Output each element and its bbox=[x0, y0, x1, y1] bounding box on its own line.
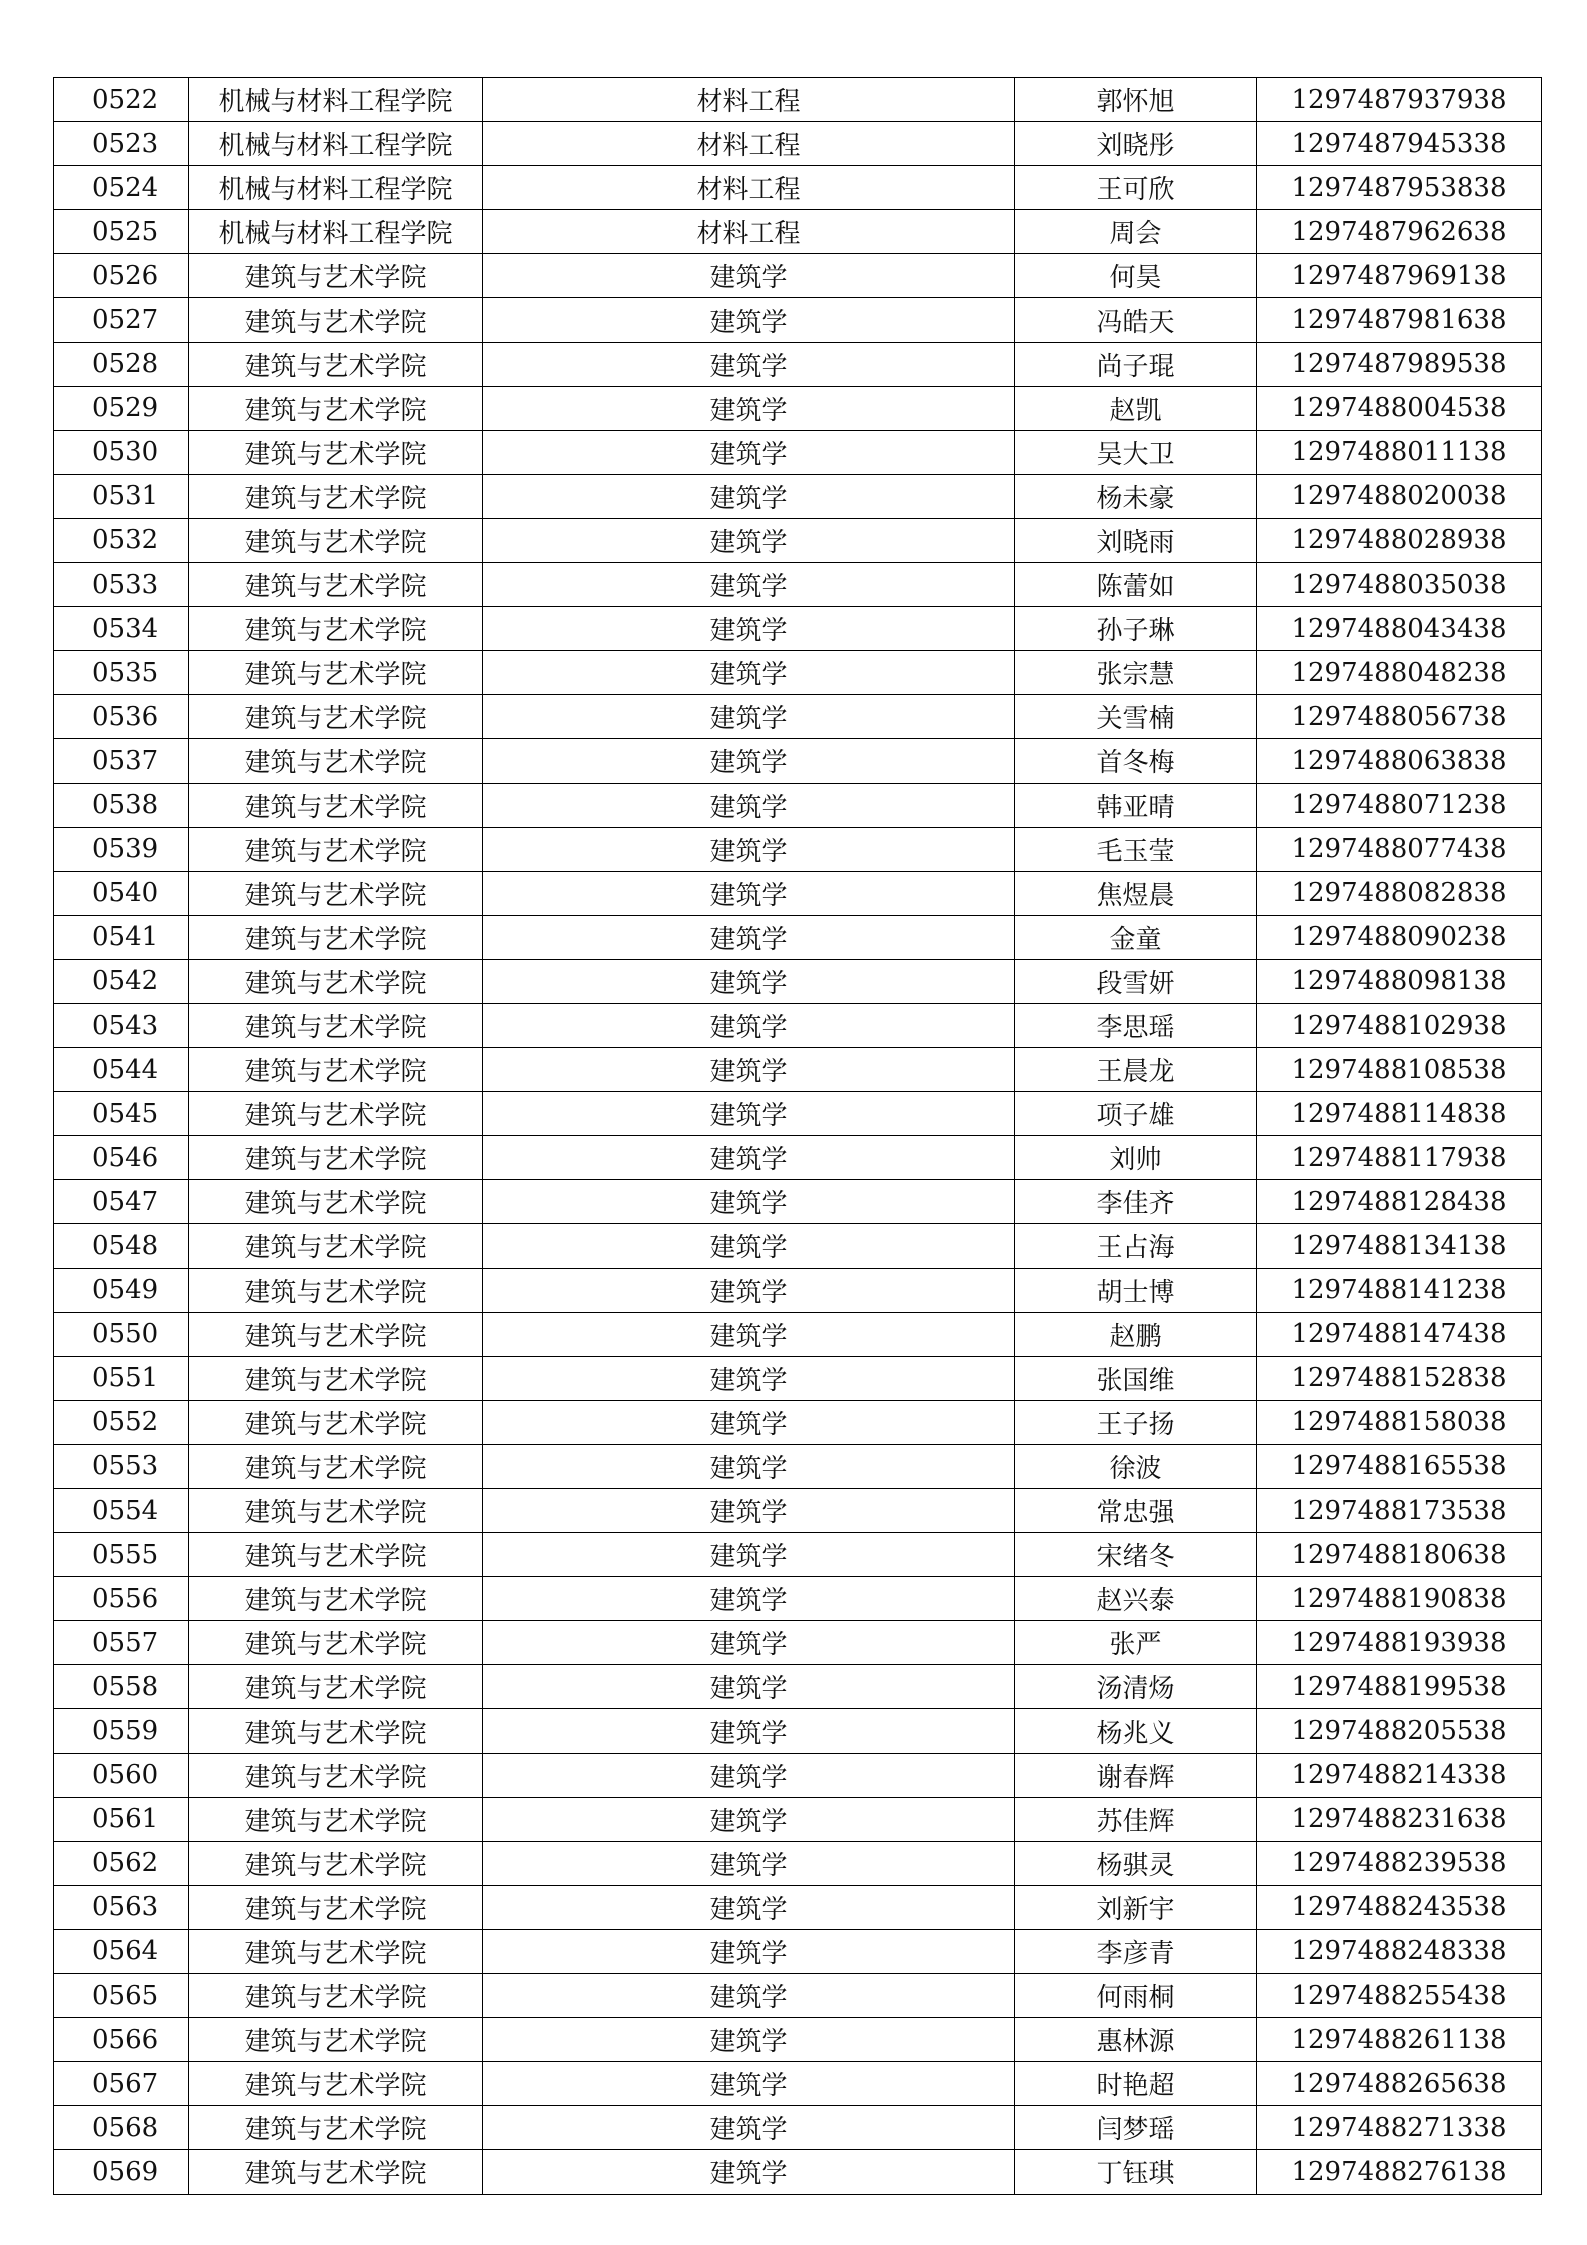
table-row bbox=[54, 122, 1542, 166]
row-number-cell: 0536 bbox=[54, 695, 189, 739]
college-cell: 建筑与艺术学院 bbox=[189, 254, 483, 298]
table-row bbox=[54, 739, 1542, 783]
table-row bbox=[54, 298, 1542, 342]
student-name-cell: 吴大卫 bbox=[1015, 430, 1257, 474]
student-name-cell: 关雪楠 bbox=[1015, 695, 1257, 739]
student-name-cell: 张宗慧 bbox=[1015, 651, 1257, 695]
major-cell: 建筑学 bbox=[483, 1092, 1015, 1136]
major-cell: 建筑学 bbox=[483, 1974, 1015, 2018]
row-number-cell: 0568 bbox=[54, 2106, 189, 2150]
registration-code-cell: 1297488048238 bbox=[1257, 651, 1542, 695]
row-number-cell: 0566 bbox=[54, 2018, 189, 2062]
college-cell: 建筑与艺术学院 bbox=[189, 1003, 483, 1047]
table-row bbox=[54, 342, 1542, 386]
row-number-cell: 0526 bbox=[54, 254, 189, 298]
student-name-cell: 刘新宇 bbox=[1015, 1885, 1257, 1929]
college-cell: 建筑与艺术学院 bbox=[189, 1929, 483, 1973]
major-cell: 建筑学 bbox=[483, 871, 1015, 915]
college-cell: 建筑与艺术学院 bbox=[189, 2106, 483, 2150]
registration-code-cell: 1297488028938 bbox=[1257, 518, 1542, 562]
college-cell: 建筑与艺术学院 bbox=[189, 1356, 483, 1400]
major-cell: 建筑学 bbox=[483, 1929, 1015, 1973]
college-cell: 建筑与艺术学院 bbox=[189, 563, 483, 607]
table-row bbox=[54, 827, 1542, 871]
major-cell: 建筑学 bbox=[483, 1444, 1015, 1488]
major-cell: 建筑学 bbox=[483, 254, 1015, 298]
table-row bbox=[54, 2106, 1542, 2150]
major-cell: 建筑学 bbox=[483, 827, 1015, 871]
table-row bbox=[54, 871, 1542, 915]
college-cell: 机械与材料工程学院 bbox=[189, 166, 483, 210]
student-name-cell: 冯皓天 bbox=[1015, 298, 1257, 342]
row-number-cell: 0564 bbox=[54, 1929, 189, 1973]
major-cell: 建筑学 bbox=[483, 430, 1015, 474]
registration-code-cell: 1297488090238 bbox=[1257, 915, 1542, 959]
major-cell: 建筑学 bbox=[483, 2018, 1015, 2062]
table-row bbox=[54, 2150, 1542, 2194]
row-number-cell: 0523 bbox=[54, 122, 189, 166]
registration-code-cell: 1297488180638 bbox=[1257, 1533, 1542, 1577]
major-cell: 建筑学 bbox=[483, 298, 1015, 342]
registration-code-cell: 1297488102938 bbox=[1257, 1003, 1542, 1047]
college-cell: 建筑与艺术学院 bbox=[189, 386, 483, 430]
registration-code-cell: 1297488071238 bbox=[1257, 783, 1542, 827]
college-cell: 建筑与艺术学院 bbox=[189, 2062, 483, 2106]
college-cell: 建筑与艺术学院 bbox=[189, 2150, 483, 2194]
table-row bbox=[54, 1092, 1542, 1136]
row-number-cell: 0535 bbox=[54, 651, 189, 695]
table-row bbox=[54, 651, 1542, 695]
major-cell: 建筑学 bbox=[483, 607, 1015, 651]
major-cell: 建筑学 bbox=[483, 342, 1015, 386]
student-name-cell: 李佳齐 bbox=[1015, 1180, 1257, 1224]
college-cell: 建筑与艺术学院 bbox=[189, 430, 483, 474]
student-name-cell: 周会 bbox=[1015, 210, 1257, 254]
major-cell: 建筑学 bbox=[483, 1048, 1015, 1092]
registration-code-cell: 1297488193938 bbox=[1257, 1621, 1542, 1665]
row-number-cell: 0550 bbox=[54, 1312, 189, 1356]
table-row bbox=[54, 1797, 1542, 1841]
student-name-cell: 杨未豪 bbox=[1015, 474, 1257, 518]
registration-code-cell: 1297488173538 bbox=[1257, 1489, 1542, 1533]
college-cell: 建筑与艺术学院 bbox=[189, 915, 483, 959]
college-cell: 建筑与艺术学院 bbox=[189, 1092, 483, 1136]
student-name-cell: 汤清炀 bbox=[1015, 1665, 1257, 1709]
student-name-cell: 常忠强 bbox=[1015, 1489, 1257, 1533]
major-cell: 建筑学 bbox=[483, 1312, 1015, 1356]
college-cell: 建筑与艺术学院 bbox=[189, 1268, 483, 1312]
student-name-cell: 张国维 bbox=[1015, 1356, 1257, 1400]
registration-code-cell: 1297488098138 bbox=[1257, 959, 1542, 1003]
row-number-cell: 0546 bbox=[54, 1136, 189, 1180]
registration-code-cell: 1297488147438 bbox=[1257, 1312, 1542, 1356]
student-name-cell: 刘晓雨 bbox=[1015, 518, 1257, 562]
row-number-cell: 0528 bbox=[54, 342, 189, 386]
college-cell: 建筑与艺术学院 bbox=[189, 1753, 483, 1797]
row-number-cell: 0533 bbox=[54, 563, 189, 607]
college-cell: 建筑与艺术学院 bbox=[189, 518, 483, 562]
major-cell: 建筑学 bbox=[483, 695, 1015, 739]
table-row bbox=[54, 2062, 1542, 2106]
college-cell: 建筑与艺术学院 bbox=[189, 739, 483, 783]
table-row bbox=[54, 783, 1542, 827]
table-row bbox=[54, 1048, 1542, 1092]
college-cell: 建筑与艺术学院 bbox=[189, 1797, 483, 1841]
student-name-cell: 时艳超 bbox=[1015, 2062, 1257, 2106]
student-name-cell: 郭怀旭 bbox=[1015, 78, 1257, 122]
major-cell: 建筑学 bbox=[483, 1885, 1015, 1929]
college-cell: 建筑与艺术学院 bbox=[189, 607, 483, 651]
table-row bbox=[54, 1489, 1542, 1533]
college-cell: 建筑与艺术学院 bbox=[189, 959, 483, 1003]
college-cell: 建筑与艺术学院 bbox=[189, 1577, 483, 1621]
student-name-cell: 惠林源 bbox=[1015, 2018, 1257, 2062]
major-cell: 建筑学 bbox=[483, 1621, 1015, 1665]
major-cell: 建筑学 bbox=[483, 1841, 1015, 1885]
table-row bbox=[54, 2018, 1542, 2062]
registration-code-cell: 1297488141238 bbox=[1257, 1268, 1542, 1312]
college-cell: 建筑与艺术学院 bbox=[189, 827, 483, 871]
row-number-cell: 0522 bbox=[54, 78, 189, 122]
row-number-cell: 0553 bbox=[54, 1444, 189, 1488]
registration-code-cell: 1297488158038 bbox=[1257, 1400, 1542, 1444]
major-cell: 建筑学 bbox=[483, 474, 1015, 518]
major-cell: 建筑学 bbox=[483, 1268, 1015, 1312]
student-name-cell: 胡士博 bbox=[1015, 1268, 1257, 1312]
college-cell: 建筑与艺术学院 bbox=[189, 1533, 483, 1577]
college-cell: 建筑与艺术学院 bbox=[189, 1665, 483, 1709]
registration-code-cell: 1297487969138 bbox=[1257, 254, 1542, 298]
registration-code-cell: 1297488035038 bbox=[1257, 563, 1542, 607]
major-cell: 建筑学 bbox=[483, 915, 1015, 959]
row-number-cell: 0529 bbox=[54, 386, 189, 430]
table-row bbox=[54, 1268, 1542, 1312]
table-row bbox=[54, 166, 1542, 210]
student-name-cell: 孙子琳 bbox=[1015, 607, 1257, 651]
row-number-cell: 0531 bbox=[54, 474, 189, 518]
table-row bbox=[54, 1356, 1542, 1400]
table-row bbox=[54, 1709, 1542, 1753]
student-name-cell: 张严 bbox=[1015, 1621, 1257, 1665]
table-row bbox=[54, 1929, 1542, 1973]
student-name-cell: 李彦青 bbox=[1015, 1929, 1257, 1973]
row-number-cell: 0543 bbox=[54, 1003, 189, 1047]
registration-code-cell: 1297487962638 bbox=[1257, 210, 1542, 254]
college-cell: 建筑与艺术学院 bbox=[189, 783, 483, 827]
major-cell: 建筑学 bbox=[483, 1797, 1015, 1841]
registration-code-cell: 1297488128438 bbox=[1257, 1180, 1542, 1224]
row-number-cell: 0565 bbox=[54, 1974, 189, 2018]
major-cell: 建筑学 bbox=[483, 1533, 1015, 1577]
registration-code-cell: 1297488011138 bbox=[1257, 430, 1542, 474]
major-cell: 建筑学 bbox=[483, 959, 1015, 1003]
row-number-cell: 0560 bbox=[54, 1753, 189, 1797]
major-cell: 建筑学 bbox=[483, 386, 1015, 430]
college-cell: 机械与材料工程学院 bbox=[189, 210, 483, 254]
table-row bbox=[54, 959, 1542, 1003]
row-number-cell: 0567 bbox=[54, 2062, 189, 2106]
major-cell: 建筑学 bbox=[483, 1709, 1015, 1753]
registration-code-cell: 1297487953838 bbox=[1257, 166, 1542, 210]
registration-code-cell: 1297488004538 bbox=[1257, 386, 1542, 430]
registration-code-cell: 1297488231638 bbox=[1257, 1797, 1542, 1841]
college-cell: 建筑与艺术学院 bbox=[189, 1885, 483, 1929]
student-name-cell: 何昊 bbox=[1015, 254, 1257, 298]
registration-code-cell: 1297488043438 bbox=[1257, 607, 1542, 651]
table-row bbox=[54, 1136, 1542, 1180]
student-name-cell: 杨兆义 bbox=[1015, 1709, 1257, 1753]
major-cell: 建筑学 bbox=[483, 1577, 1015, 1621]
registration-code-cell: 1297488165538 bbox=[1257, 1444, 1542, 1488]
college-cell: 机械与材料工程学院 bbox=[189, 78, 483, 122]
registration-code-cell: 1297488276138 bbox=[1257, 2150, 1542, 2194]
student-name-cell: 杨骐灵 bbox=[1015, 1841, 1257, 1885]
college-cell: 建筑与艺术学院 bbox=[189, 342, 483, 386]
registration-code-cell: 1297488020038 bbox=[1257, 474, 1542, 518]
table-row bbox=[54, 1665, 1542, 1709]
row-number-cell: 0557 bbox=[54, 1621, 189, 1665]
student-name-cell: 焦煜晨 bbox=[1015, 871, 1257, 915]
registration-code-cell: 1297488152838 bbox=[1257, 1356, 1542, 1400]
row-number-cell: 0559 bbox=[54, 1709, 189, 1753]
college-cell: 建筑与艺术学院 bbox=[189, 1048, 483, 1092]
row-number-cell: 0569 bbox=[54, 2150, 189, 2194]
student-name-cell: 刘帅 bbox=[1015, 1136, 1257, 1180]
table-row bbox=[54, 1224, 1542, 1268]
college-cell: 建筑与艺术学院 bbox=[189, 1621, 483, 1665]
major-cell: 材料工程 bbox=[483, 166, 1015, 210]
student-name-cell: 徐波 bbox=[1015, 1444, 1257, 1488]
college-cell: 建筑与艺术学院 bbox=[189, 1489, 483, 1533]
registration-code-cell: 1297488077438 bbox=[1257, 827, 1542, 871]
major-cell: 建筑学 bbox=[483, 1753, 1015, 1797]
college-cell: 建筑与艺术学院 bbox=[189, 1709, 483, 1753]
student-name-cell: 赵凯 bbox=[1015, 386, 1257, 430]
student-name-cell: 何雨桐 bbox=[1015, 1974, 1257, 2018]
row-number-cell: 0552 bbox=[54, 1400, 189, 1444]
major-cell: 建筑学 bbox=[483, 518, 1015, 562]
college-cell: 建筑与艺术学院 bbox=[189, 871, 483, 915]
table-row bbox=[54, 607, 1542, 651]
row-number-cell: 0555 bbox=[54, 1533, 189, 1577]
college-cell: 建筑与艺术学院 bbox=[189, 2018, 483, 2062]
major-cell: 建筑学 bbox=[483, 2150, 1015, 2194]
registration-code-cell: 1297488214338 bbox=[1257, 1753, 1542, 1797]
row-number-cell: 0562 bbox=[54, 1841, 189, 1885]
student-name-cell: 宋绪冬 bbox=[1015, 1533, 1257, 1577]
row-number-cell: 0563 bbox=[54, 1885, 189, 1929]
row-number-cell: 0558 bbox=[54, 1665, 189, 1709]
table-row bbox=[54, 474, 1542, 518]
college-cell: 建筑与艺术学院 bbox=[189, 1180, 483, 1224]
major-cell: 建筑学 bbox=[483, 1489, 1015, 1533]
row-number-cell: 0545 bbox=[54, 1092, 189, 1136]
registration-code-cell: 1297488108538 bbox=[1257, 1048, 1542, 1092]
registration-code-cell: 1297488134138 bbox=[1257, 1224, 1542, 1268]
table-row bbox=[54, 1312, 1542, 1356]
student-name-cell: 苏佳辉 bbox=[1015, 1797, 1257, 1841]
student-name-cell: 段雪妍 bbox=[1015, 959, 1257, 1003]
table-row bbox=[54, 1400, 1542, 1444]
registration-code-cell: 1297488082838 bbox=[1257, 871, 1542, 915]
document-page bbox=[53, 77, 1541, 2195]
registration-code-cell: 1297488205538 bbox=[1257, 1709, 1542, 1753]
row-number-cell: 0547 bbox=[54, 1180, 189, 1224]
registration-code-cell: 1297488255438 bbox=[1257, 1974, 1542, 2018]
major-cell: 建筑学 bbox=[483, 1136, 1015, 1180]
table-row bbox=[54, 563, 1542, 607]
row-number-cell: 0530 bbox=[54, 430, 189, 474]
student-name-cell: 闫梦瑶 bbox=[1015, 2106, 1257, 2150]
student-name-cell: 金童 bbox=[1015, 915, 1257, 959]
college-cell: 建筑与艺术学院 bbox=[189, 1312, 483, 1356]
row-number-cell: 0525 bbox=[54, 210, 189, 254]
college-cell: 建筑与艺术学院 bbox=[189, 298, 483, 342]
table-row bbox=[54, 1003, 1542, 1047]
row-number-cell: 0539 bbox=[54, 827, 189, 871]
major-cell: 建筑学 bbox=[483, 1665, 1015, 1709]
registration-code-cell: 1297487937938 bbox=[1257, 78, 1542, 122]
registration-code-cell: 1297488056738 bbox=[1257, 695, 1542, 739]
table-body bbox=[54, 78, 1542, 2195]
registration-code-cell: 1297488199538 bbox=[1257, 1665, 1542, 1709]
major-cell: 材料工程 bbox=[483, 78, 1015, 122]
table-row bbox=[54, 430, 1542, 474]
registration-code-cell: 1297487989538 bbox=[1257, 342, 1542, 386]
table-row bbox=[54, 1974, 1542, 2018]
student-name-cell: 尚子琨 bbox=[1015, 342, 1257, 386]
student-name-cell: 赵鹏 bbox=[1015, 1312, 1257, 1356]
registration-code-cell: 1297487981638 bbox=[1257, 298, 1542, 342]
student-name-cell: 毛玉莹 bbox=[1015, 827, 1257, 871]
college-cell: 建筑与艺术学院 bbox=[189, 1400, 483, 1444]
registration-code-cell: 1297488239538 bbox=[1257, 1841, 1542, 1885]
college-cell: 建筑与艺术学院 bbox=[189, 1841, 483, 1885]
row-number-cell: 0561 bbox=[54, 1797, 189, 1841]
table-row bbox=[54, 1533, 1542, 1577]
student-name-cell: 项子雄 bbox=[1015, 1092, 1257, 1136]
major-cell: 建筑学 bbox=[483, 1356, 1015, 1400]
registration-code-cell: 1297488063838 bbox=[1257, 739, 1542, 783]
student-name-cell: 谢春辉 bbox=[1015, 1753, 1257, 1797]
table-row bbox=[54, 518, 1542, 562]
major-cell: 建筑学 bbox=[483, 563, 1015, 607]
table-row bbox=[54, 386, 1542, 430]
row-number-cell: 0538 bbox=[54, 783, 189, 827]
registration-code-cell: 1297488114838 bbox=[1257, 1092, 1542, 1136]
major-cell: 建筑学 bbox=[483, 2106, 1015, 2150]
major-cell: 材料工程 bbox=[483, 122, 1015, 166]
college-cell: 建筑与艺术学院 bbox=[189, 1444, 483, 1488]
table-row bbox=[54, 1841, 1542, 1885]
row-number-cell: 0537 bbox=[54, 739, 189, 783]
college-cell: 建筑与艺术学院 bbox=[189, 651, 483, 695]
row-number-cell: 0527 bbox=[54, 298, 189, 342]
registration-code-cell: 1297487945338 bbox=[1257, 122, 1542, 166]
table-row bbox=[54, 695, 1542, 739]
student-name-cell: 首冬梅 bbox=[1015, 739, 1257, 783]
row-number-cell: 0554 bbox=[54, 1489, 189, 1533]
student-name-cell: 王子扬 bbox=[1015, 1400, 1257, 1444]
college-cell: 建筑与艺术学院 bbox=[189, 695, 483, 739]
table-row bbox=[54, 1180, 1542, 1224]
student-name-cell: 刘晓彤 bbox=[1015, 122, 1257, 166]
major-cell: 建筑学 bbox=[483, 2062, 1015, 2106]
table-row bbox=[54, 210, 1542, 254]
registration-code-cell: 1297488243538 bbox=[1257, 1885, 1542, 1929]
student-name-cell: 王可欣 bbox=[1015, 166, 1257, 210]
student-name-cell: 赵兴泰 bbox=[1015, 1577, 1257, 1621]
college-cell: 建筑与艺术学院 bbox=[189, 1224, 483, 1268]
major-cell: 建筑学 bbox=[483, 1224, 1015, 1268]
student-name-cell: 王占海 bbox=[1015, 1224, 1257, 1268]
table-row bbox=[54, 1621, 1542, 1665]
major-cell: 材料工程 bbox=[483, 210, 1015, 254]
registration-code-cell: 1297488261138 bbox=[1257, 2018, 1542, 2062]
student-list-table bbox=[53, 77, 1542, 2195]
row-number-cell: 0556 bbox=[54, 1577, 189, 1621]
student-name-cell: 陈蕾如 bbox=[1015, 563, 1257, 607]
row-number-cell: 0541 bbox=[54, 915, 189, 959]
registration-code-cell: 1297488271338 bbox=[1257, 2106, 1542, 2150]
row-number-cell: 0551 bbox=[54, 1356, 189, 1400]
table-row bbox=[54, 1753, 1542, 1797]
table-row bbox=[54, 1444, 1542, 1488]
row-number-cell: 0544 bbox=[54, 1048, 189, 1092]
registration-code-cell: 1297488117938 bbox=[1257, 1136, 1542, 1180]
major-cell: 建筑学 bbox=[483, 739, 1015, 783]
college-cell: 建筑与艺术学院 bbox=[189, 1974, 483, 2018]
student-name-cell: 王晨龙 bbox=[1015, 1048, 1257, 1092]
college-cell: 机械与材料工程学院 bbox=[189, 122, 483, 166]
row-number-cell: 0549 bbox=[54, 1268, 189, 1312]
major-cell: 建筑学 bbox=[483, 1400, 1015, 1444]
table-row bbox=[54, 78, 1542, 122]
college-cell: 建筑与艺术学院 bbox=[189, 1136, 483, 1180]
major-cell: 建筑学 bbox=[483, 1003, 1015, 1047]
row-number-cell: 0524 bbox=[54, 166, 189, 210]
row-number-cell: 0540 bbox=[54, 871, 189, 915]
registration-code-cell: 1297488248338 bbox=[1257, 1929, 1542, 1973]
table-row bbox=[54, 915, 1542, 959]
student-name-cell: 韩亚晴 bbox=[1015, 783, 1257, 827]
student-name-cell: 李思瑶 bbox=[1015, 1003, 1257, 1047]
table-row bbox=[54, 1885, 1542, 1929]
row-number-cell: 0542 bbox=[54, 959, 189, 1003]
college-cell: 建筑与艺术学院 bbox=[189, 474, 483, 518]
row-number-cell: 0534 bbox=[54, 607, 189, 651]
registration-code-cell: 1297488265638 bbox=[1257, 2062, 1542, 2106]
major-cell: 建筑学 bbox=[483, 1180, 1015, 1224]
major-cell: 建筑学 bbox=[483, 783, 1015, 827]
row-number-cell: 0532 bbox=[54, 518, 189, 562]
table-row bbox=[54, 254, 1542, 298]
registration-code-cell: 1297488190838 bbox=[1257, 1577, 1542, 1621]
row-number-cell: 0548 bbox=[54, 1224, 189, 1268]
student-name-cell: 丁钰琪 bbox=[1015, 2150, 1257, 2194]
major-cell: 建筑学 bbox=[483, 651, 1015, 695]
table-row bbox=[54, 1577, 1542, 1621]
